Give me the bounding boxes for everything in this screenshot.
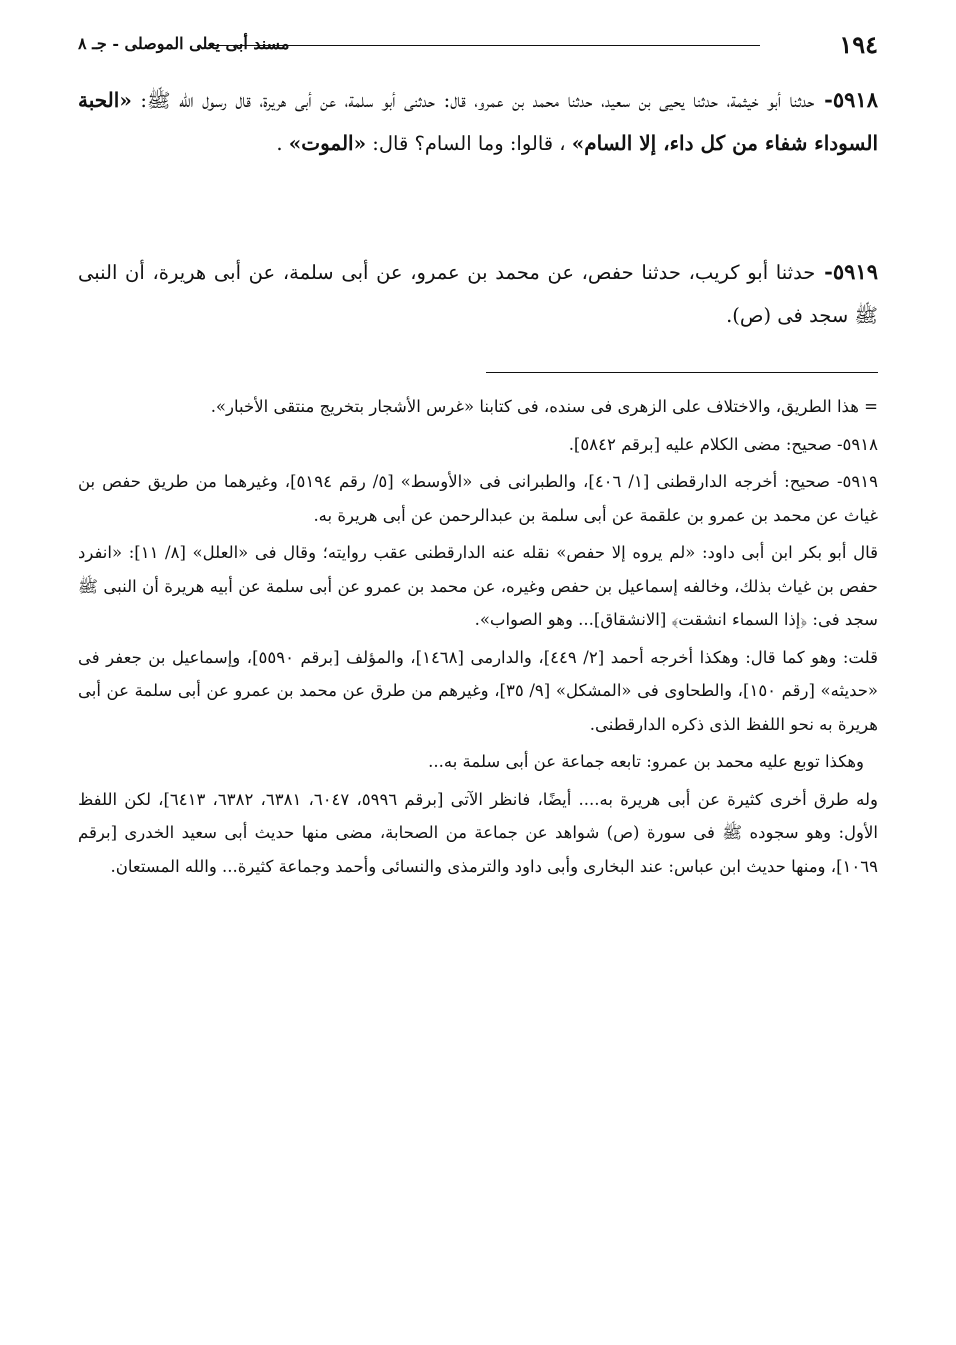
footnote-continuation: = هذا الطريق، والاختلاف على الزهرى فى سنده، فى كتابنا «غرس الأشجار بتخريج منتقى الأخبار».: [210, 397, 878, 416]
footnotes: [78, 390, 878, 887]
hadith-text: حدثنا أبو كريب، حدثنا حفص، عن محمد بن عمرو، عن أبى سلمة، عن أبى هريرة، أن النبى ﷺ سجد فى (ص).: [78, 261, 878, 327]
hadith-5918: ٥٩١٨- حدثنا أبو خيثمة، حدثنا يحيى بن سعيد، حدثنا محمد بن عمرو، قال: حدثنى أبو سلمة، عن أبى هريرة، قال رسول الله ﷺ: «الحبة السوداء شفاء من كل داء، إلا السام» ، قالوا: وما السام؟ قال: «الموت» .: [78, 87, 878, 155]
hadith-text: حدثنا أبو خيثمة، حدثنا يحيى بن سعيد، حدثنا محمد بن عمرو، قال: حدثنى أبو سلمة، عن أبى هريرة، قال رسول الله ﷺ:: [131, 89, 815, 112]
footnote-paragraph: قال أبو بكر ابن أبى داود: «لم يروه إلا حفص» نقله عنه الدارقطنى عقب روايته؛ وقال فى «العلل» [٨/ ١١]: «انفرد حفص بن غياث بذلك، وخالفه إسماعيل بن حفص وغيره، عن محمد بن عمرو عن أبى سلمة عن أبيه هريرة أن النبى ﷺ سجد فى: ﴿إذا السماء انشقت﴾ [الانشقاق]... وهو الصواب».: [78, 543, 879, 629]
hadith-number: ٥٩١٩: [832, 259, 878, 284]
hadith-answer: «الموت»: [288, 131, 367, 155]
footnote-5919: ٥٩١٩- صحيح: أخرجه الدارقطنى [١/ ٤٠٦]، والطبرانى فى «الأوسط» [٥/ رقم ٥١٩٤]، وغيرهما من طريق حفص بن غياث عن محمد بن عمرو بن علقمة عن أبى سلمة بن عبدالرحمن عن أبى هريرة به.: [78, 472, 878, 525]
footnote-paragraph: وهكذا توبع عليه محمد بن عمرو: تابعه جماعة عن أبى سلمة به...: [428, 752, 864, 771]
footnote-5918: ٥٩١٨- صحيح: مضى الكلام عليه [برقم ٥٨٤٢].: [568, 434, 878, 454]
page-number: ١٩٤: [839, 30, 878, 59]
hadith-number: ٥٩١٨: [832, 87, 878, 112]
footnote-paragraph: وله طرق أخرى كثيرة عن أبى هريرة به.... أيضًا، فانظر الآتى [برقم ٥٩٩٦، ٦٠٤٧، ٦٣٨١، ٦٣٨٢، ٦٤١٣]، لكن اللفظ الأول: وهو سجوده ﷺ فى سورة (ص) شواهد عن جماعة من الصحابة، مضى منها حديث أبى سعيد الخدرى [برقم ١٠٦٩]، ومنها حديث ابن عباس: عند البخارى وأبى داود والترمذى والنسائى وأحمد وجماعة كثيرة... والله المستعان.: [78, 789, 878, 876]
hadith-quote: «الحبة السوداء شفاء من كل داء، إلا السام»: [78, 88, 878, 155]
footnote-separator: [486, 372, 878, 373]
page-header: [78, 30, 878, 60]
hadith-5919: ٥٩١٩- حدثنا أبو كريب، حدثنا حفص، عن محمد بن عمرو، عن أبى سلمة، عن أبى هريرة، أن النبى ﷺ سجد فى (ص).: [78, 259, 878, 327]
book-title: مسند أبى يعلى الموصلى - جـ ٨: [78, 34, 290, 53]
footnote-paragraph: قلت: وهو كما قال: وهكذا أخرجه أحمد [٢/ ٤٤٩]، والدارمى [١٤٦٨]، والمؤلف [برقم ٥٥٩٠]، وإسماعيل بن جعفر فى «حديثه» [رقم ١٥٠]، والطحاوى فى «المشكل» [٩/ ٣٥]، وغيرهم من طرق عن محمد بن عمرو عن أبى سلمة عن أبى هريرة به نحو اللفظ الذى ذكره الدارقطنى.: [78, 647, 879, 734]
header-rule: [208, 45, 760, 46]
hadith-text-continued: ، قالوا: وما السام؟ قال:: [366, 132, 566, 155]
